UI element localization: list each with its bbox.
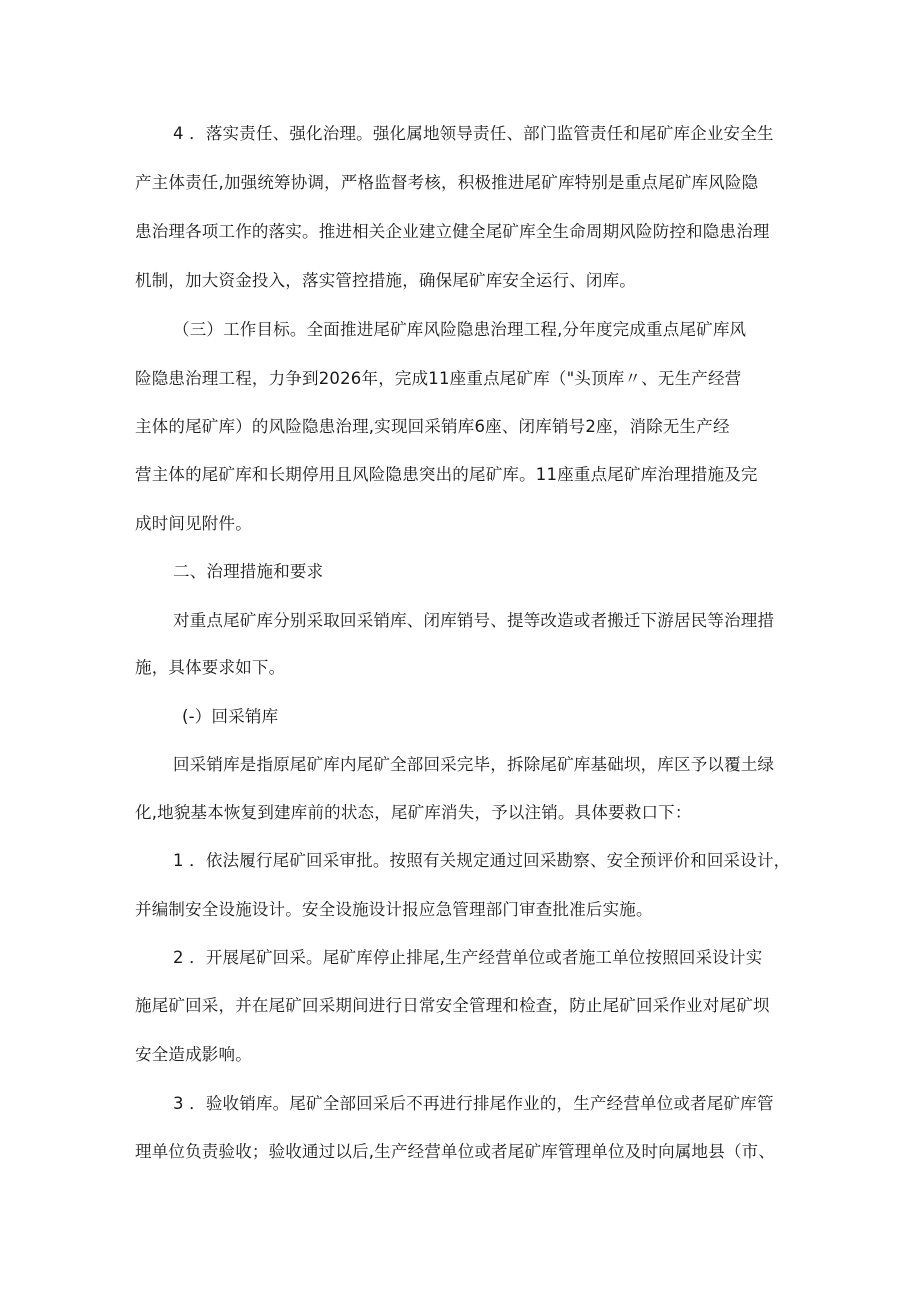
paragraph-line: 成时间见附件。: [135, 514, 252, 533]
paragraph-line: 施，具体要求如下。: [135, 658, 286, 677]
paragraph-line: 对重点尾矿库分别采取回采销库、闭库销号、提等改造或者搬迁下游居民等治理措: [173, 611, 775, 630]
paragraph-line: 机制，加大资金投入，落实管控措施，确保尾矿库安全运行、闭库。: [135, 271, 636, 290]
paragraph-line: 营主体的尾矿库和长期停用且风险隐患突出的尾矿库。11座重点尾矿库治理措施及完: [135, 465, 758, 484]
paragraph-line: 4 ．落实责任、强化治理。强化属地领导责任、部门监管责任和尾矿库企业安全生: [173, 124, 774, 143]
section-heading: 二、治理措施和要求: [173, 562, 324, 581]
paragraph-line: 施尾矿回采，并在尾矿回采期间进行日常安全管理和检查，防止尾矿回采作业对尾矿坝: [135, 996, 770, 1015]
paragraph-line: 回采销库是指原尾矿库内尾矿全部回采完毕，拆除尾矿库基础坝，库区予以覆土绿: [173, 755, 775, 774]
paragraph-line: 险隐患治理工程，力争到2026年，完成11座重点尾矿库（"头顶库〃、无生产经营: [135, 369, 742, 388]
paragraph-line: 产主体责任,加强统筹协调，严格监督考核，积极推进尾矿库特别是重点尾矿库风险隐: [135, 173, 759, 192]
paragraph-line: 患治理各项工作的落实。推进相关企业建立健全尾矿库全生命周期风险防控和隐患治理: [135, 222, 770, 241]
paragraph-line: 1 ．依法履行尾矿回采审批。按照有关规定通过回采勘察、安全预评价和回采设计，: [173, 851, 791, 870]
paragraph-line: 理单位负责验收；验收通过以后,生产经营单位或者尾矿库管理单位及时向属地县（市、: [135, 1142, 776, 1161]
paragraph-line: 2 ．开展尾矿回采。尾矿库停止排尾,生产经营单位或者施工单位按照回采设计实: [173, 948, 763, 967]
subsection-heading: (-）回采销库: [182, 707, 279, 726]
paragraph-line: （三）工作目标。全面推进尾矿库风险隐患治理工程,分年度完成重点尾矿库风: [173, 320, 747, 339]
paragraph-line: 3 ．验收销库。尾矿全部回采后不再进行排尾作业的，生产经营单位或者尾矿库管: [173, 1094, 774, 1113]
paragraph-line: 并编制安全设施设计。安全设施设计报应急管理部门审查批准后实施。: [135, 900, 653, 919]
paragraph-line: 化,地貌基本恢复到建库前的状态，尾矿库消失，予以注销。具体要救口下：: [135, 803, 692, 822]
paragraph-line: 安全造成影响。: [135, 1045, 252, 1064]
paragraph-line: 主体的尾矿库）的风险隐患治理,实现回采销库6座、闭库销号2座，消除无生产经: [135, 417, 730, 436]
